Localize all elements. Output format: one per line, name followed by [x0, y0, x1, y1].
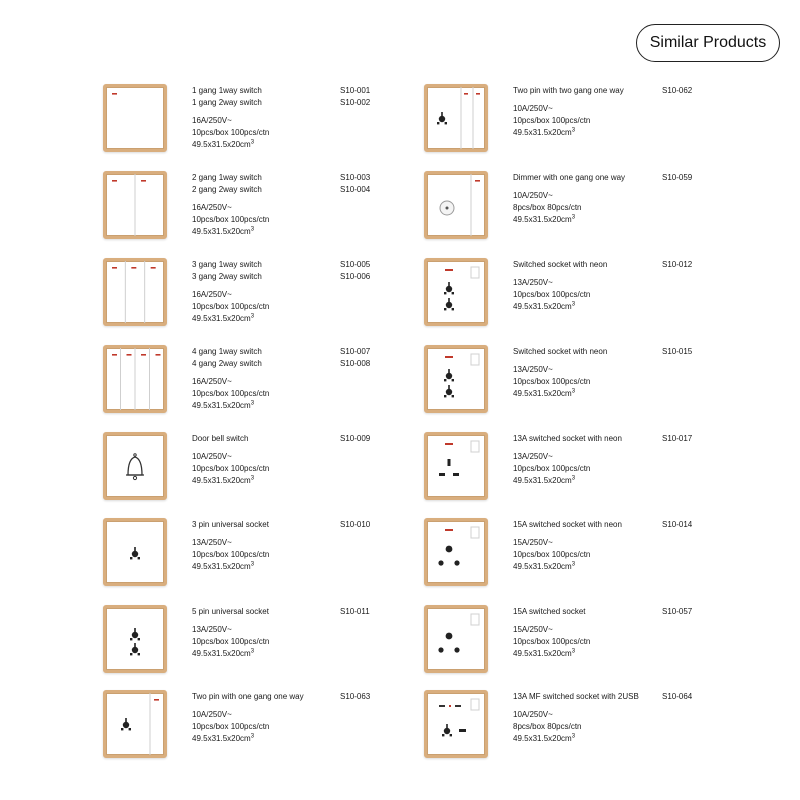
product-name: 1 gang 1way switch [192, 86, 262, 95]
product-name: 3 pin universal socket [192, 520, 269, 529]
product-carton-size [513, 388, 607, 400]
product-description [192, 691, 304, 745]
carton-dimensions: 49.5x31.5x20cm [192, 562, 251, 571]
product-rating: 10A/250V~ [192, 452, 232, 461]
product-description [192, 346, 269, 412]
product-rating: 13A/250V~ [192, 625, 232, 634]
product-code [662, 346, 692, 358]
product-code-value: S10-012 [662, 260, 693, 269]
product-image[interactable] [103, 518, 167, 586]
carton-dimensions: 49.5x31.5x20cm [192, 401, 251, 410]
product-packing: 10pcs/box 100pcs/ctn [192, 464, 270, 473]
product-image[interactable] [424, 345, 488, 413]
product-code [662, 172, 692, 184]
product-name: 13A MF switched socket with 2USB [513, 692, 639, 701]
cubic-exponent: 3 [250, 733, 255, 740]
product-description [192, 85, 269, 151]
product-description [192, 606, 269, 660]
product-image[interactable] [103, 345, 167, 413]
product-description [513, 346, 607, 400]
product-code [662, 433, 692, 445]
product-image[interactable] [103, 432, 167, 500]
cubic-exponent: 3 [571, 388, 576, 395]
cubic-exponent: 3 [571, 127, 576, 134]
product-code [340, 433, 370, 445]
product-code [662, 606, 692, 618]
product-carton-size [513, 214, 625, 226]
product-code-value: S10-063 [340, 692, 371, 701]
product-code [662, 85, 692, 97]
product-carton-size [192, 475, 269, 487]
product-code-value: S10-010 [340, 520, 371, 529]
product-description [192, 259, 269, 325]
product-carton-size [192, 648, 269, 660]
product-code-value: S10-062 [662, 86, 693, 95]
product-code-value: S10-004 [340, 185, 371, 194]
product-name: 1 gang 2way switch [192, 98, 262, 107]
carton-dimensions: 49.5x31.5x20cm [513, 389, 572, 398]
product-name: 3 gang 1way switch [192, 260, 262, 269]
product-code [340, 346, 370, 370]
product-code [662, 519, 692, 531]
product-code [340, 259, 370, 283]
product-description [192, 519, 269, 573]
product-code-value: S10-003 [340, 173, 371, 182]
product-image[interactable] [424, 84, 488, 152]
product-rating: 13A/250V~ [513, 452, 553, 461]
product-image[interactable] [424, 171, 488, 239]
product-rating: 10A/250V~ [192, 710, 232, 719]
product-code [340, 172, 370, 196]
product-code-value: S10-005 [340, 260, 371, 269]
carton-dimensions: 49.5x31.5x20cm [192, 314, 251, 323]
cubic-exponent: 3 [250, 648, 255, 655]
product-rating: 16A/250V~ [192, 377, 232, 386]
product-name: Two pin with two gang one way [513, 86, 624, 95]
product-packing: 10pcs/box 100pcs/ctn [192, 215, 270, 224]
product-carton-size [192, 733, 304, 745]
product-rating: 16A/250V~ [192, 116, 232, 125]
product-rating: 15A/250V~ [513, 625, 553, 634]
product-packing: 8pcs/box 80pcs/ctn [513, 722, 582, 731]
product-name: Switched socket with neon [513, 347, 608, 356]
product-name: 15A switched socket [513, 607, 586, 616]
product-carton-size [513, 733, 639, 745]
carton-dimensions: 49.5x31.5x20cm [513, 734, 572, 743]
product-rating: 10A/250V~ [513, 104, 553, 113]
product-name: 4 gang 1way switch [192, 347, 262, 356]
product-carton-size [192, 400, 269, 412]
product-description [513, 259, 607, 313]
product-packing: 10pcs/box 100pcs/ctn [513, 637, 591, 646]
product-code-value: S10-008 [340, 359, 371, 368]
product-carton-size [513, 301, 607, 313]
product-packing: 10pcs/box 100pcs/ctn [513, 550, 591, 559]
product-carton-size [513, 561, 622, 573]
product-rating: 13A/250V~ [192, 538, 232, 547]
cubic-exponent: 3 [571, 301, 576, 308]
product-image[interactable] [424, 432, 488, 500]
product-description [513, 433, 622, 487]
cubic-exponent: 3 [571, 561, 576, 568]
carton-dimensions: 49.5x31.5x20cm [192, 649, 251, 658]
product-rating: 13A/250V~ [513, 278, 553, 287]
product-code [340, 519, 370, 531]
product-code-value: S10-001 [340, 86, 371, 95]
product-description [513, 606, 590, 660]
carton-dimensions: 49.5x31.5x20cm [513, 649, 572, 658]
product-description [513, 85, 624, 139]
product-image[interactable] [424, 605, 488, 673]
product-image[interactable] [103, 84, 167, 152]
product-packing: 10pcs/box 100pcs/ctn [192, 302, 270, 311]
carton-dimensions: 49.5x31.5x20cm [192, 476, 251, 485]
product-packing: 10pcs/box 100pcs/ctn [192, 637, 270, 646]
product-code-value: S10-002 [340, 98, 371, 107]
product-description [192, 433, 269, 487]
carton-dimensions: 49.5x31.5x20cm [513, 302, 572, 311]
cubic-exponent: 3 [571, 214, 576, 221]
product-packing: 10pcs/box 100pcs/ctn [513, 464, 591, 473]
cubic-exponent: 3 [250, 139, 255, 146]
product-packing: 10pcs/box 100pcs/ctn [513, 377, 591, 386]
product-name: 5 pin universal socket [192, 607, 269, 616]
product-image[interactable] [103, 171, 167, 239]
product-packing: 8pcs/box 80pcs/ctn [513, 203, 582, 212]
carton-dimensions: 49.5x31.5x20cm [192, 227, 251, 236]
product-description [513, 172, 625, 226]
product-code-value: S10-059 [662, 173, 693, 182]
product-carton-size [513, 475, 622, 487]
carton-dimensions: 49.5x31.5x20cm [513, 562, 572, 571]
product-code-value: S10-064 [662, 692, 693, 701]
product-description [192, 172, 269, 238]
product-code-value: S10-017 [662, 434, 693, 443]
product-code [662, 259, 692, 271]
cubic-exponent: 3 [250, 400, 255, 407]
cubic-exponent: 3 [250, 561, 255, 568]
cubic-exponent: 3 [250, 313, 255, 320]
product-code-value: S10-007 [340, 347, 371, 356]
product-image[interactable] [103, 605, 167, 673]
product-carton-size [192, 139, 269, 151]
product-packing: 10pcs/box 100pcs/ctn [513, 290, 591, 299]
cubic-exponent: 3 [571, 733, 576, 740]
product-packing: 10pcs/box 100pcs/ctn [192, 722, 270, 731]
product-name: Switched socket with neon [513, 260, 608, 269]
product-name: 3 gang 2way switch [192, 272, 262, 281]
product-image[interactable] [103, 690, 167, 758]
product-packing: 10pcs/box 100pcs/ctn [192, 389, 270, 398]
product-code-value: S10-006 [340, 272, 371, 281]
product-carton-size [513, 648, 590, 660]
product-name: 15A switched socket with neon [513, 520, 622, 529]
product-description [513, 519, 622, 573]
cubic-exponent: 3 [250, 475, 255, 482]
product-rating: 16A/250V~ [192, 203, 232, 212]
product-code [340, 691, 370, 703]
product-name: 2 gang 1way switch [192, 173, 262, 182]
product-code-value: S10-011 [340, 607, 370, 616]
product-image[interactable] [424, 518, 488, 586]
product-rating: 13A/250V~ [513, 365, 553, 374]
product-name: 2 gang 2way switch [192, 185, 262, 194]
carton-dimensions: 49.5x31.5x20cm [192, 734, 251, 743]
product-packing: 10pcs/box 100pcs/ctn [192, 128, 270, 137]
carton-dimensions: 49.5x31.5x20cm [513, 215, 572, 224]
product-code-value: S10-015 [662, 347, 693, 356]
product-name: Door bell switch [192, 434, 249, 443]
product-rating: 10A/250V~ [513, 191, 553, 200]
product-description [513, 691, 639, 745]
carton-dimensions: 49.5x31.5x20cm [192, 140, 251, 149]
product-carton-size [192, 561, 269, 573]
product-name: 4 gang 2way switch [192, 359, 262, 368]
product-name: 13A switched socket with neon [513, 434, 622, 443]
product-image[interactable] [424, 258, 488, 326]
product-carton-size [192, 313, 269, 325]
product-rating: 15A/250V~ [513, 538, 553, 547]
similar-products-button[interactable]: Similar Products [636, 24, 780, 62]
product-rating: 16A/250V~ [192, 290, 232, 299]
product-code-value: S10-009 [340, 434, 371, 443]
product-code [340, 85, 370, 109]
product-code-value: S10-014 [662, 520, 693, 529]
carton-dimensions: 49.5x31.5x20cm [513, 476, 572, 485]
product-code [662, 691, 692, 703]
product-packing: 10pcs/box 100pcs/ctn [192, 550, 270, 559]
product-code [340, 606, 370, 618]
cubic-exponent: 3 [571, 648, 576, 655]
carton-dimensions: 49.5x31.5x20cm [513, 128, 572, 137]
cubic-exponent: 3 [571, 475, 576, 482]
product-packing: 10pcs/box 100pcs/ctn [513, 116, 591, 125]
product-image[interactable] [103, 258, 167, 326]
product-image[interactable] [424, 690, 488, 758]
product-name: Two pin with one gang one way [192, 692, 304, 701]
product-carton-size [192, 226, 269, 238]
product-rating: 10A/250V~ [513, 710, 553, 719]
product-code-value: S10-057 [662, 607, 693, 616]
product-name: Dimmer with one gang one way [513, 173, 626, 182]
cubic-exponent: 3 [250, 226, 255, 233]
product-carton-size [513, 127, 624, 139]
